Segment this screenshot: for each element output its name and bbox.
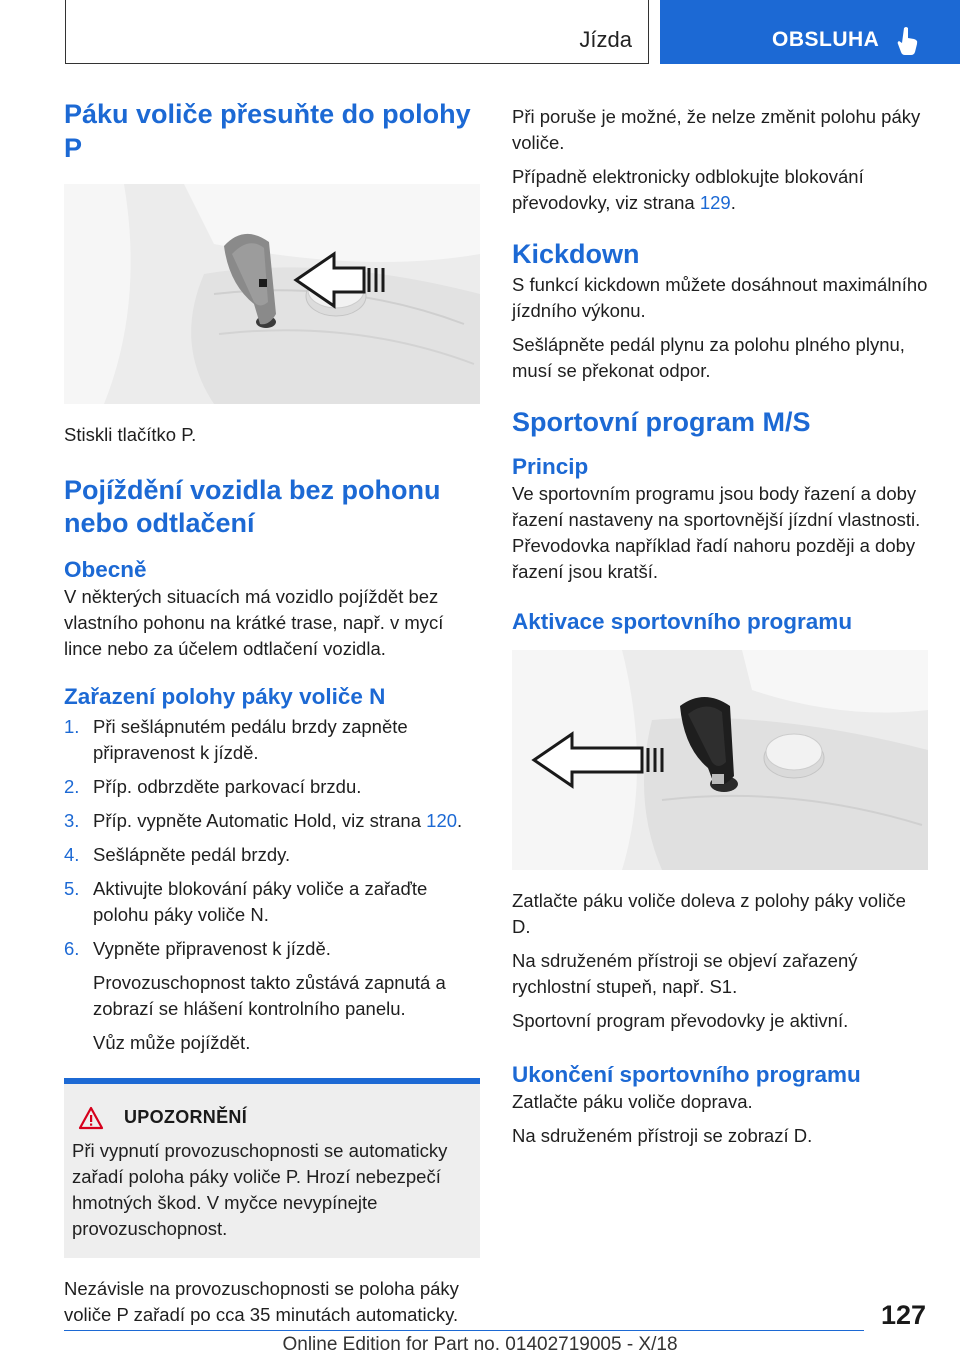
list-item: 5. Aktivujte blokování páky voliče a zařaďte polohu páky voliče N.	[64, 877, 428, 925]
heading-general: Obecně	[64, 557, 147, 582]
warning-text: Při vypnutí provozuschopnosti se automaticky zařadí poloha páky voliče P. Hrozí nebezpečí hmotných škod. V myčce nevypínejte provozuschopnost.	[72, 1139, 448, 1239]
heading-end-sport: Ukončení sportovního programu	[512, 1062, 861, 1087]
paragraph-kickdown-1: S funkcí kickdown můžete dosáhnout maximálního jízdního výkonu.	[512, 273, 928, 321]
paragraph-activate-3: Sportovní program převodovky je aktivní.	[512, 1010, 849, 1031]
header-section-box	[65, 0, 649, 64]
paragraph-auto-park: Nezávisle na provozuschopnosti se poloha páky voliče P zařadí po cca 35 minutách automaticky.	[64, 1277, 459, 1325]
list-item: 4. Sešlápněte pedál brzdy.	[64, 843, 291, 865]
caption-park: Stiskli tlačítko P.	[64, 423, 197, 445]
illustration-selector-park	[64, 184, 480, 404]
gear-selector-illustration	[512, 650, 928, 870]
list-item: 2. Příp. odbrzděte parkovací brzdu.	[64, 775, 362, 797]
paragraph-kickdown-2: Sešlápněte pedál plynu za polohu plného plynu, musí se překonat odpor.	[512, 333, 905, 381]
paragraph-unlock: Případně elektronicky odblokujte blokování převodovky, viz strana 129.	[512, 166, 864, 213]
heading-towing: Pojíždění vozidla bez pohonu nebo odtlačení	[64, 474, 441, 539]
heading-principle: Princip	[512, 453, 589, 479]
heading-park: Páku voliče přesuňte do polohy P	[64, 99, 471, 163]
paragraph-end-2: Na sdruženém přístroji se zobrazí D.	[512, 1125, 813, 1147]
warning-triangle-icon	[78, 1106, 104, 1130]
paragraph-fault: Při poruše je možné, že nelze změnit polohu páky voliče.	[512, 106, 921, 153]
paragraph-end-1: Zatlačte páku voliče doprava.	[512, 1091, 753, 1113]
hand-pointer-icon	[896, 26, 920, 56]
heading-activate: Aktivace sportovního programu	[512, 608, 853, 634]
page-number: 127	[880, 1300, 926, 1330]
warning-title: UPOZORNĚNÍ	[124, 1107, 248, 1127]
chapter-tab	[660, 0, 960, 64]
warning-box	[64, 1078, 480, 1258]
paragraph-principle: Ve sportovním programu jsou body řazení a doby řazení nastaveny na sportovnější jízdní vlastnosti. Převodovka například řadí nahoru později a doby řazení jsou kratší.	[512, 482, 921, 582]
right-column	[512, 104, 928, 1157]
chapter-title: OBSLUHA	[772, 28, 880, 51]
paragraph-activate-1: Zatlačte páku voliče doleva z polohy páky voliče D.	[512, 890, 906, 937]
heading-neutral: Zařazení polohy páky voliče N	[64, 684, 386, 710]
illustration-selector-sport	[512, 650, 928, 870]
steps-list	[64, 714, 480, 1056]
left-column	[64, 98, 480, 1336]
footer-divider	[64, 1330, 864, 1331]
edition-note: Online Edition for Part no. 01402719005 - X/18	[282, 1334, 678, 1355]
step-note: Vůz může pojíždět.	[93, 1031, 251, 1053]
page-reference-link[interactable]: 120	[426, 809, 458, 831]
gear-selector-illustration	[64, 184, 480, 404]
paragraph-general: V některých situacích má vozidlo pojíždět bez vlastního pohonu na krátké trase, např. v mycí lince nebo za účelem odtlačení vozidla.	[64, 586, 444, 660]
heading-kickdown: Kickdown	[512, 239, 640, 269]
page-reference-link[interactable]: 129	[699, 192, 731, 213]
list-item: 3. Příp. vypněte Automatic Hold, viz strana 120.	[64, 809, 463, 831]
section-title: Jízda	[579, 27, 632, 52]
list-item: 6. Vypněte připravenost k jízdě. Provozuschopnost takto zůstává zapnutá a zobrazí se hlášení kontrolního panelu. Vůz může pojíždět.	[64, 936, 480, 1056]
list-item: 1. Při sešlápnutém pedálu brzdy zapněte připravenost k jízdě.	[64, 715, 408, 763]
step-note: Provozuschopnost takto zůstává zapnutá a zobrazí se hlášení kontrolního panelu.	[93, 971, 446, 1019]
paragraph-activate-2: Na sdruženém přístroji se objeví zařazený rychlostní stupeň, např. S1.	[512, 950, 858, 997]
heading-sport: Sportovní program M/S	[512, 406, 811, 437]
